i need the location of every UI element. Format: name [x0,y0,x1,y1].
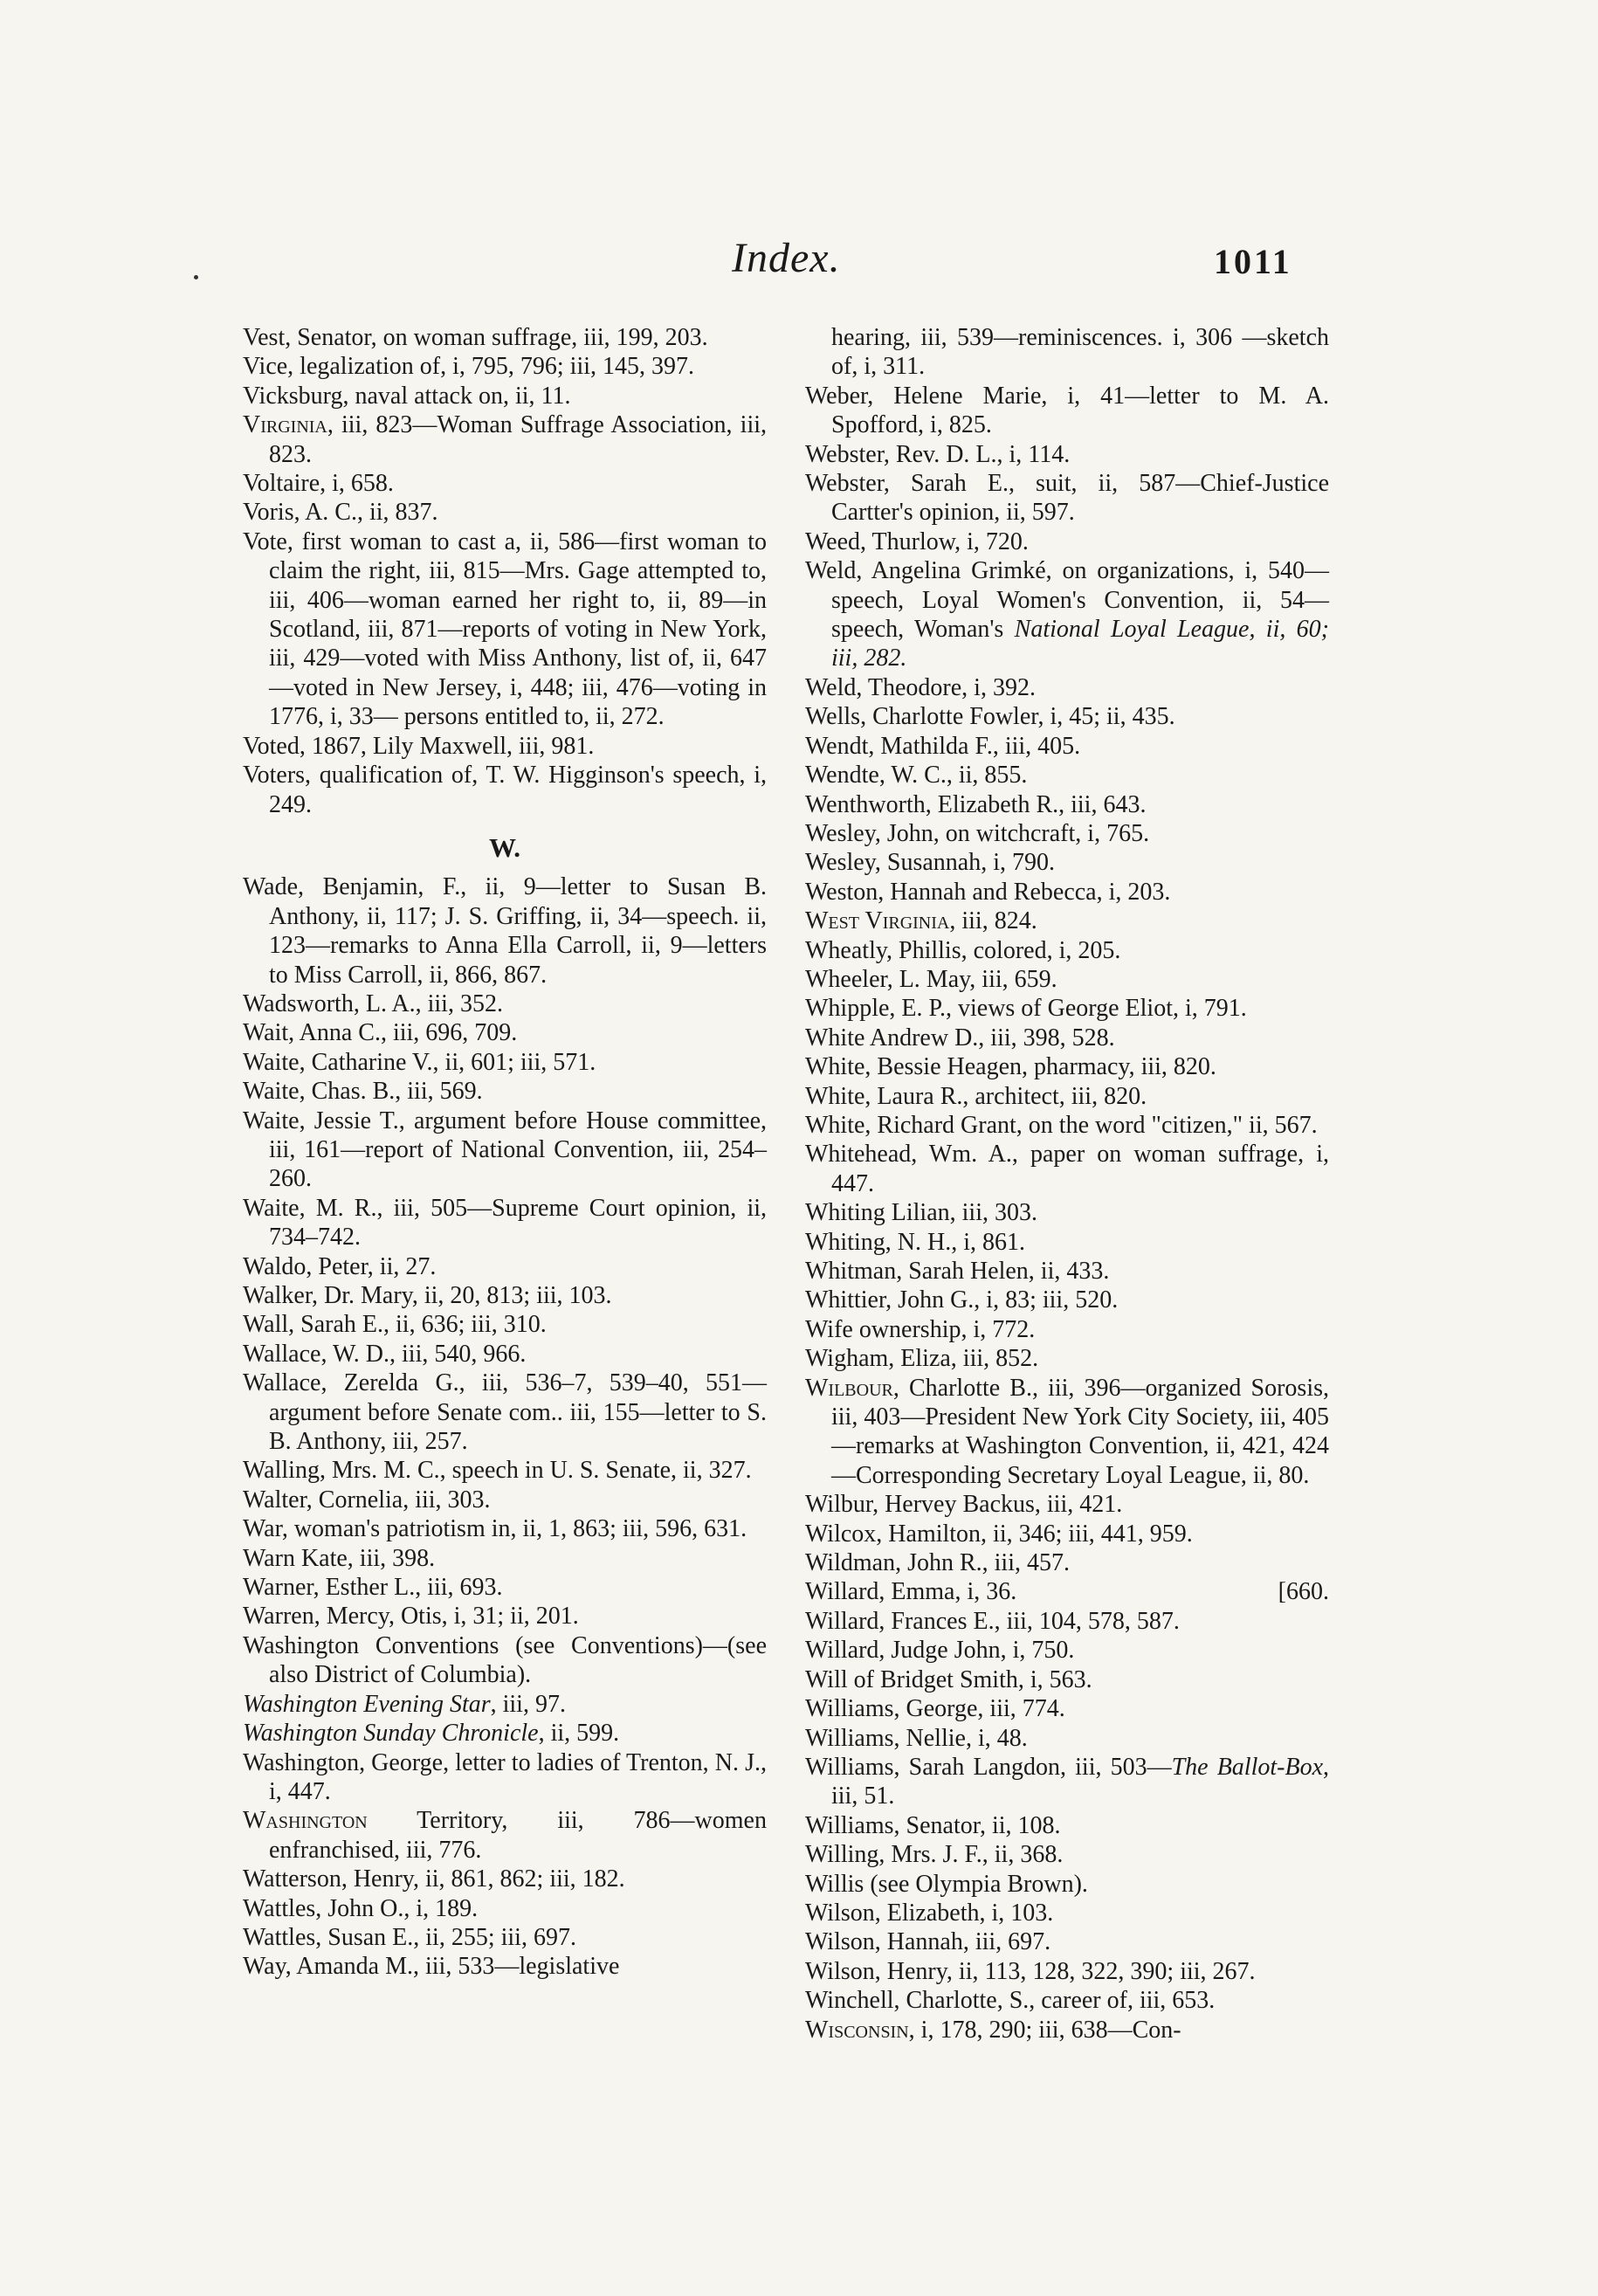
index-entry: Webster, Rev. D. L., i, 114. [805,440,1071,468]
index-entry: Wheatly, Phillis, colored, i, 205. [805,936,1121,964]
index-entry: Wilson, Henry, ii, 113, 128, 322, 390; iii, 267. [805,1957,1256,1985]
index-entry: Wallace, Zerelda G., iii, 536–7, 539–40, 551—argument before Senate com.. iii, 155—letter to S. B. Anthony, iii, 257. [243,1369,767,1456]
index-entry: Williams, Nellie, i, 48. [805,1724,1028,1752]
index-entry: Waite, M. R., iii, 505—Supreme Court opinion, ii, 734–742. [243,1194,767,1251]
index-entry: White, Bessie Heagen, pharmacy, iii, 820. [805,1053,1216,1081]
index-entry: Washington Territory, iii, 786—women enfranchised, iii, 776. [243,1807,767,1864]
index-entry: Weld, Theodore, i, 392. [805,673,1036,701]
index-entry: Voters, qualification of, T. W. Higginson's speech, i, 249. [243,762,767,818]
index-entry: Walter, Cornelia, iii, 303. [243,1486,491,1513]
index-entry: Wilson, Hannah, iii, 697. [805,1928,1051,1956]
index-entry: Watterson, Henry, ii, 861, 862; iii, 182. [243,1865,625,1893]
index-entry: Willard, Emma, i, 36. [660. [805,1578,1329,1606]
index-entry: Waite, Chas. B., iii, 569. [243,1078,483,1106]
index-entry: Winchell, Charlotte, S., career of, iii, 653. [805,1987,1216,2015]
index-entry: Weed, Thurlow, i, 720. [805,527,1029,555]
index-entry: Wesley, Susannah, i, 790. [805,849,1056,877]
index-entry: Waldo, Peter, ii, 27. [243,1252,437,1280]
index-entry: Willis (see Olympia Brown). [805,1870,1088,1898]
page-header [0,234,1598,286]
index-entry: Whitman, Sarah Helen, ii, 433. [805,1258,1110,1285]
index-entry: Wilbour, Charlotte B., iii, 396—organized Sorosis, iii, 403—President New York City Society, iii, 405—remarks at Washington Convention, ii, 421, 424—Corresponding Secretary Loyal League, ii, 80. [805,1374,1329,1489]
index-entry: War, woman's patriotism in, ii, 1, 863; iii, 596, 631. [243,1515,747,1543]
index-entry: Will of Bridget Smith, i, 563. [805,1665,1092,1693]
index-entry: Wheeler, L. May, iii, 659. [805,965,1057,993]
index-entry: Wattles, Susan E., ii, 255; iii, 697. [243,1923,576,1951]
index-entry: Wilson, Elizabeth, i, 103. [805,1899,1054,1927]
index-entry: Washington Sunday Chronicle, ii, 599. [243,1720,620,1748]
index-entry: Wall, Sarah E., ii, 636; iii, 310. [243,1311,547,1339]
index-entry: Wilcox, Hamilton, ii, 346; iii, 441, 959. [805,1520,1193,1548]
index-entry: Voris, A. C., ii, 837. [243,499,438,527]
index-entry: Whipple, E. P., views of George Eliot, i, 791. [805,995,1247,1023]
index-entry: Wallace, W. D., iii, 540, 966. [243,1340,527,1368]
index-entry: Willard, Frances E., iii, 104, 578, 587. [805,1607,1180,1635]
index-entry: Williams, George, iii, 774. [805,1695,1065,1723]
running-title: Index. [732,235,841,281]
index-entry: White Andrew D., iii, 398, 528. [805,1024,1115,1051]
index-entry: West Virginia, iii, 824. [805,907,1037,935]
index-entry: Wilbur, Hervey Backus, iii, 421. [805,1491,1123,1519]
index-entry: Voted, 1867, Lily Maxwell, iii, 981. [243,732,595,760]
index-column-right [805,323,1329,2044]
index-entry: Washington, George, letter to ladies of Trenton, N. J., i, 447. [243,1748,767,1805]
index-entry: Wadsworth, L. A., iii, 352. [243,989,503,1017]
index-entry: Weber, Helene Marie, i, 41—letter to M. A. Spofford, i, 825. [805,382,1329,439]
index-entry: Walker, Dr. Mary, ii, 20, 813; iii, 103. [243,1282,612,1309]
index-entry: Wigham, Eliza, iii, 852. [805,1345,1039,1373]
section-letter-heading: W. [489,831,520,863]
index-entry: Wenthworth, Elizabeth R., iii, 643. [805,790,1147,818]
index-entry: Wait, Anna C., iii, 696, 709. [243,1019,518,1047]
index-entry: Williams, Sarah Langdon, iii, 503—The Ballot-Box, iii, 51. [805,1753,1329,1810]
index-entry: Wells, Charlotte Fowler, i, 45; ii, 435. [805,703,1175,731]
index-entry: Warren, Mercy, Otis, i, 31; ii, 201. [243,1603,579,1631]
index-entry: Williams, Senator, ii, 108. [805,1811,1061,1839]
index-entry: Warn Kate, iii, 398. [243,1544,436,1572]
index-entry: Whiting Lilian, iii, 303. [805,1199,1037,1227]
index-entry: Wade, Benjamin, F., ii, 9—letter to Susan B. Anthony, ii, 117; J. S. Griffing, ii, 34—speech. ii, 123—remarks to Anna Ella Carroll, ii, 9—letters to Miss Carroll, ii, 866, 867. [243,873,767,989]
index-entry: White, Laura R., architect, iii, 820. [805,1082,1147,1110]
index-column-left [243,323,767,1982]
index-entry: Vote, first woman to cast a, ii, 586—first woman to claim the right, iii, 815—Mrs. Gage attempted to, iii, 406—woman earned her right to, ii, 89—in Scotland, iii, 871—reports of voting in New York, iii, 429—voted with Miss Anthony, list of, ii, 647—voted in New Jersey, i, 448; iii, 476—voting in 1776, i, 33— persons entitled to, ii, 272. [243,527,767,731]
index-entry: Willard, Judge John, i, 750. [805,1637,1075,1665]
index-entry: Weld, Angelina Grimké, on organizations, i, 540—speech, Loyal Women's Convention, ii, 54—speech, Woman's National Loyal League, ii, 60; iii, 282. [805,557,1329,672]
index-entry: Wisconsin, i, 178, 290; iii, 638—Con- [805,2016,1181,2044]
index-entry: Wattles, John O., i, 189. [243,1894,479,1922]
index-entry: Vicksburg, naval attack on, ii, 11. [243,382,571,410]
index-entry: Waite, Catharine V., ii, 601; iii, 571. [243,1048,596,1076]
index-entry: Whiting, N. H., i, 861. [805,1228,1025,1256]
index-entry: Vest, Senator, on woman suffrage, iii, 199, 203. [243,324,708,351]
index-entry: Wendt, Mathilda F., iii, 405. [805,732,1081,760]
index-entry: Willing, Mrs. J. F., ii, 368. [805,1841,1064,1869]
index-entry: Vice, legalization of, i, 795, 796; iii, 145, 397. [243,353,695,381]
index-entry: Webster, Sarah E., suit, ii, 587—Chief-Justice Cartter's opinion, ii, 597. [805,470,1329,527]
index-entry: Wesley, John, on witchcraft, i, 765. [805,819,1150,847]
index-entry: Wildman, John R., iii, 457. [805,1549,1070,1577]
page-number: 1011 [1214,242,1292,281]
index-entry: Washington Evening Star, iii, 97. [243,1690,566,1718]
index-entry: Waite, Jessie T., argument before House committee, iii, 161—report of National Convention, iii, 254–260. [243,1107,767,1193]
index-entry: Washington Conventions (see Conventions)—(see also District of Columbia). [243,1631,767,1689]
index-entry: hearing, iii, 539—reminiscences. i, 306 —sketch of, i, 311. [831,324,1329,381]
index-entry: Wife ownership, i, 772. [805,1315,1036,1343]
index-entry: Whitehead, Wm. A., paper on woman suffrage, i, 447. [805,1141,1329,1197]
index-entry: Weston, Hannah and Rebecca, i, 203. [805,878,1171,906]
index-entry: Virginia, iii, 823—Woman Suffrage Association, iii, 823. [243,411,767,468]
index-entry: Way, Amanda M., iii, 533—legislative [243,1953,620,1981]
index-entry: Warner, Esther L., iii, 693. [243,1574,503,1602]
index-entry: Wendte, W. C., ii, 855. [805,762,1028,789]
index-entry: Walling, Mrs. M. C., speech in U. S. Senate, ii, 327. [243,1457,752,1485]
index-entry: White, Richard Grant, on the word "citizen," ii, 567. [805,1111,1318,1139]
index-entry: Whittier, John G., i, 83; iii, 520. [805,1286,1119,1314]
index-entry: Voltaire, i, 658. [243,470,394,498]
